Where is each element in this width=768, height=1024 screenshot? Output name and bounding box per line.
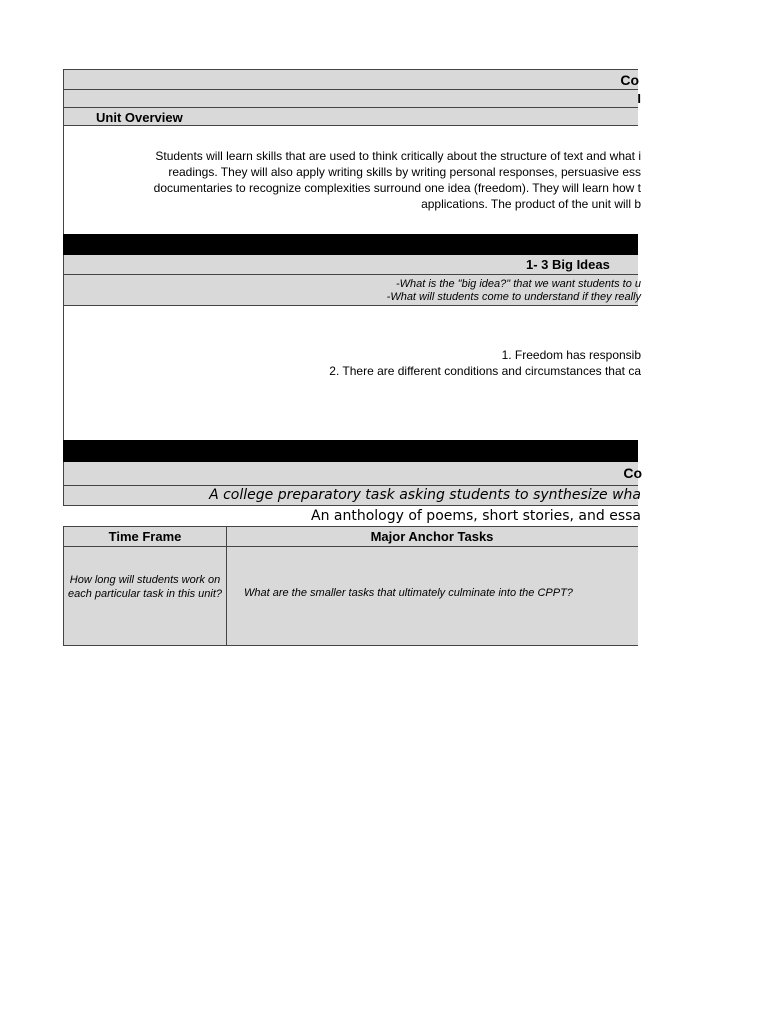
cppt-text: An anthology of poems, short stories, and essa bbox=[311, 508, 641, 524]
unit-title-row bbox=[63, 89, 641, 107]
unit-title: I bbox=[637, 91, 641, 106]
time-frame-prompt: How long will students work on each particular task in this unit? bbox=[67, 574, 223, 600]
section-divider bbox=[63, 234, 638, 255]
course-title-row bbox=[63, 69, 638, 89]
cppt-title: Co bbox=[623, 465, 642, 481]
big-ideas-header bbox=[63, 255, 638, 275]
cppt-description: A college preparatory task asking students to synthesize wha bbox=[209, 487, 641, 503]
unit-overview-header bbox=[63, 107, 638, 126]
header-time-frame: Time Frame bbox=[64, 527, 227, 547]
big-ideas-body bbox=[63, 306, 641, 440]
unit-overview-line-3: documentaries to recognize complexities surround one idea (freedom). They will learn how t bbox=[153, 181, 641, 195]
big-idea-1: 1. Freedom has responsib bbox=[501, 348, 641, 362]
section-divider-2 bbox=[63, 440, 638, 462]
header-major-anchor-tasks: Major Anchor Tasks bbox=[370, 529, 494, 544]
cppt-text-row bbox=[63, 506, 641, 526]
unit-plan-sheet bbox=[63, 69, 642, 646]
big-ideas-prompts bbox=[63, 275, 641, 306]
unit-overview-line-4: applications. The product of the unit will b bbox=[421, 197, 641, 211]
time-frame-cell bbox=[64, 547, 227, 645]
unit-overview-line-1: Students will learn skills that are used to think critically about the structure of text and what i bbox=[155, 149, 641, 163]
unit-overview-label: Unit Overview bbox=[96, 110, 183, 125]
table-header-row bbox=[63, 526, 638, 547]
big-idea-2: 2. There are different conditions and circumstances that ca bbox=[329, 364, 641, 378]
unit-overview-body bbox=[63, 126, 641, 234]
big-ideas-prompt-2: -What will students come to understand if they really bbox=[386, 291, 641, 303]
big-ideas-prompt-1: -What is the "big idea?" that we want students to u bbox=[395, 278, 641, 290]
anchor-tasks-prompt: What are the smaller tasks that ultimately culminate into the CPPT? bbox=[244, 587, 573, 599]
cppt-description-row bbox=[63, 486, 641, 506]
course-title: Co bbox=[620, 72, 639, 88]
big-ideas-title: 1- 3 Big Ideas bbox=[526, 257, 610, 272]
unit-overview-line-2: readings. They will also apply writing skills by writing personal responses, persuasive ess bbox=[168, 165, 641, 179]
anchor-tasks-cell bbox=[227, 547, 637, 645]
table-row bbox=[63, 547, 638, 646]
cppt-header bbox=[63, 462, 642, 486]
